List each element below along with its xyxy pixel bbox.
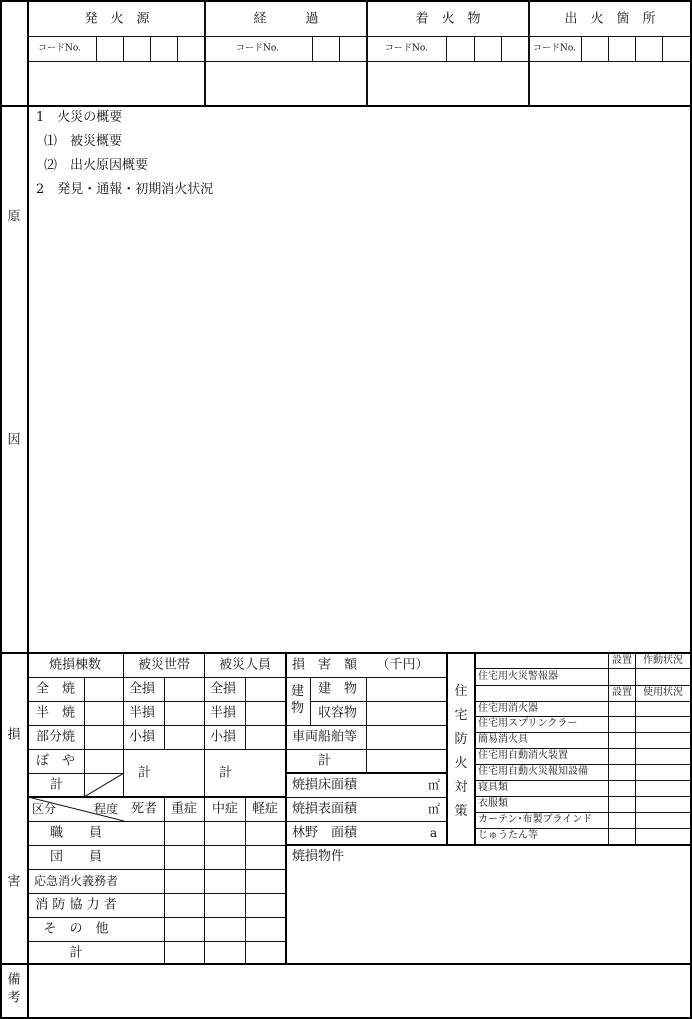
persons-header: 被災人員	[218, 657, 272, 673]
burned-partial: 部分焼	[36, 729, 76, 745]
res-item-auto-ext: 住宅用自動消火装置	[478, 750, 568, 761]
code-label-4: コードNo.	[533, 43, 576, 54]
casualty-row-staff: 職 員	[49, 825, 103, 841]
casualty-row-cooperators: 消 防 協 力 者	[35, 897, 117, 913]
amount-building: 建 物	[318, 681, 358, 697]
casualty-col-minor: 軽症	[251, 801, 279, 817]
header-ignition-source: 発 火 源	[84, 11, 150, 27]
damage-bottom-line	[0, 963, 692, 965]
res-item-bedding: 寝具類	[478, 782, 508, 793]
casualty-corner-left: 区分	[32, 802, 57, 816]
header-fire-origin: 出 火 箇 所	[564, 11, 656, 27]
area-surface-label: 焼損表面積	[292, 801, 358, 817]
households-full: 全損	[129, 681, 156, 697]
code-label-1: コードNo.	[38, 43, 81, 54]
frame-left	[0, 0, 2, 1019]
damage-side-label-2: 害	[7, 874, 21, 890]
frame-top	[0, 0, 692, 2]
remarks-side-label-2: 考	[7, 990, 21, 1006]
cause-line-4: 2 発見・通報・初期消火状況	[36, 182, 214, 197]
res-head2-install: 設置	[612, 687, 632, 698]
amount-building-group: 建物	[291, 684, 305, 716]
persons-small: 小損	[210, 729, 237, 745]
casualty-row-members: 団 員	[49, 849, 103, 865]
res-item-curtain: カーテン･布製ブラインド	[478, 814, 593, 825]
area-forest-unit: a	[430, 826, 438, 840]
casualty-row-other: そ の 他	[43, 921, 109, 937]
res-head1-status: 作動状況	[643, 655, 683, 666]
res-item-simple: 簡易消火具	[478, 734, 528, 745]
header-process: 経 過	[253, 11, 319, 27]
cause-line-3: ⑵ 出火原因概要	[44, 158, 149, 173]
res-head1-install: 設置	[612, 655, 632, 666]
area-surface-unit: ㎡	[428, 802, 441, 816]
area-forest-label: 林野 面積	[292, 825, 358, 841]
header-first-ignited: 着 火 物	[415, 11, 481, 27]
amount-vehicles: 車両船舶等	[292, 729, 358, 745]
burned-buildings-diagonal	[84, 749, 124, 797]
casualty-col-dead: 死者	[130, 801, 158, 817]
persons-full: 全損	[210, 681, 237, 697]
burned-total: 計	[50, 777, 64, 793]
households-header: 被災世帯	[137, 657, 191, 673]
cause-line-2: ⑴ 被災概要	[44, 134, 123, 149]
casualty-col-moderate: 中症	[211, 801, 239, 817]
area-floor-unit: ㎡	[428, 778, 441, 792]
households-half: 半損	[129, 705, 156, 721]
burned-property-label: 焼損物件	[292, 849, 345, 864]
households-small: 小損	[129, 729, 156, 745]
casualty-row-total: 計	[69, 945, 83, 961]
remarks-side-label-1: 備	[7, 972, 21, 988]
cause-bottom-line	[0, 652, 692, 654]
residential-vertical-title: 住宅防火対策	[454, 684, 468, 819]
code-label-3: コードNo.	[385, 43, 428, 54]
res-item-clothing: 衣服類	[478, 798, 508, 809]
area-floor-label: 焼損床面積	[292, 777, 358, 793]
res-item-carpet: じゅうたん等	[478, 830, 538, 841]
label-column-divider	[27, 0, 29, 1019]
header-bottom-line	[0, 105, 692, 107]
casualty-col-serious: 重症	[170, 801, 198, 817]
res-head2-status: 使用状況	[643, 687, 683, 698]
persons-total: 計	[219, 765, 233, 781]
households-total: 計	[138, 765, 152, 781]
damage-side-label-1: 損	[7, 727, 21, 743]
burned-half: 半 焼	[36, 705, 76, 721]
damage-amount-header: 損 害 額 （千円）	[292, 657, 429, 673]
cause-side-label-2: 因	[7, 432, 21, 448]
res-item-extinguisher: 住宅用消火器	[478, 703, 538, 714]
casualty-corner-right: 程度	[94, 802, 119, 816]
burned-buildings-header: 焼損棟数	[48, 657, 102, 673]
casualty-row-emergency: 応急消火義務者	[33, 874, 119, 888]
res-item-auto-alarm: 住宅用自動火災報知設備	[478, 766, 588, 777]
code-label-2: コードNo.	[236, 43, 279, 54]
amount-total: 計	[318, 753, 332, 769]
burned-full: 全 焼	[36, 681, 76, 697]
cause-side-label-1: 原	[7, 209, 21, 225]
amount-contents: 収容物	[318, 705, 358, 721]
res-item-alarm: 住宅用火災警報器	[478, 671, 558, 682]
burned-small: ぼ や	[36, 753, 76, 769]
persons-half: 半損	[210, 705, 237, 721]
res-item-sprinkler: 住宅用スプリンクラー	[478, 718, 578, 729]
cause-line-1: 1 火災の概要	[36, 110, 123, 125]
